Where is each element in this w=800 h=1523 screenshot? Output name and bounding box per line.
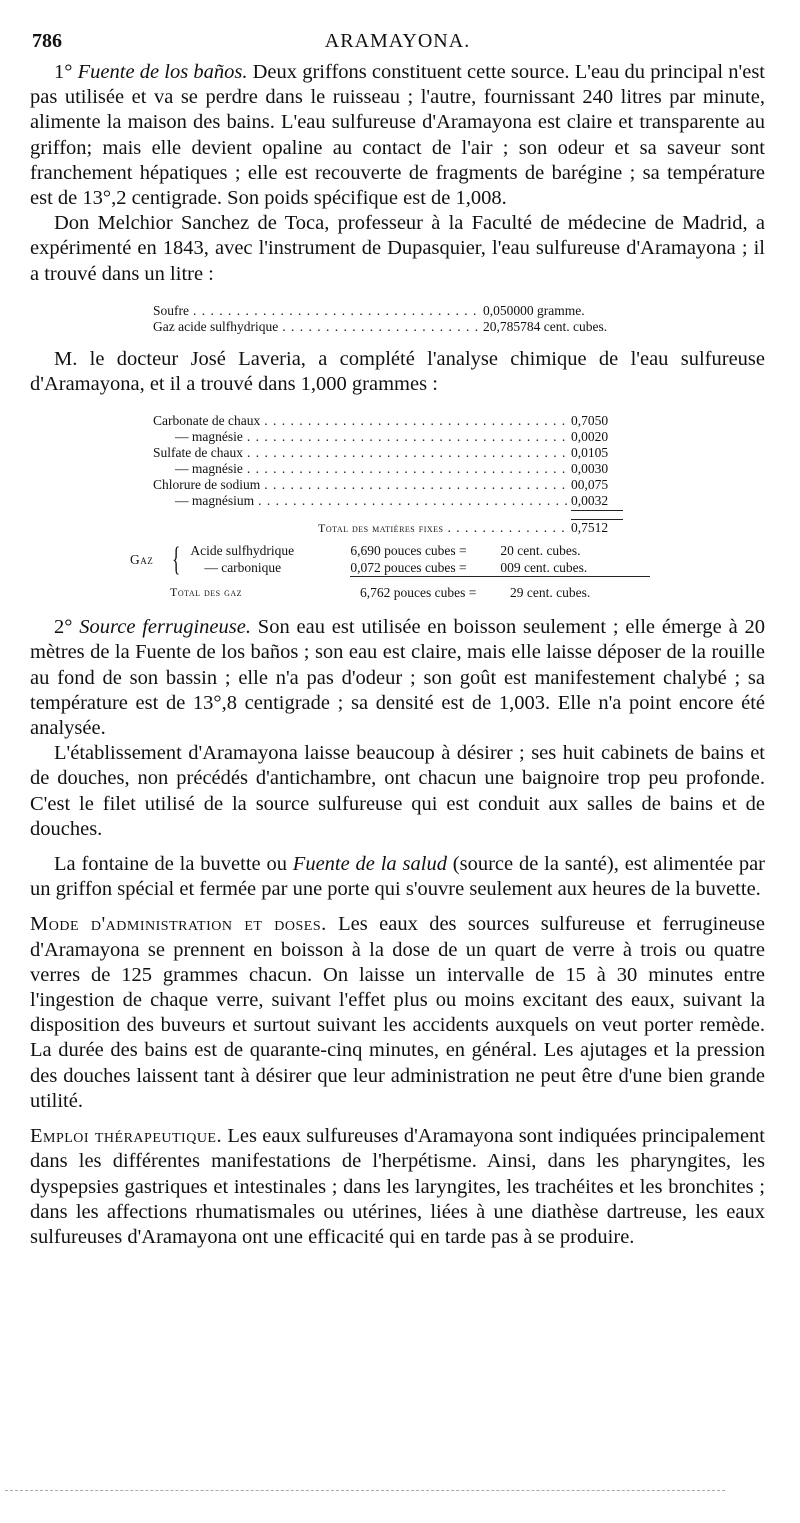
paragraph-sanchez: Don Melchior Sanchez de Toca, professeur à la Faculté de médecine de Madrid, a expérimenté en 1843, avec l'instrument de Dupasquier, l'eau sulfureuse d'Aramayona ; il a trouvé dans un litre :: [30, 212, 765, 285]
row-label: Soufre: [153, 302, 189, 318]
analysis-table-sanchez: [153, 303, 623, 335]
paragraph-text: Les eaux des sources sulfureuse et ferrugineuse d'Aramayona se prennent en boisson à la dose de un quart de verre à trois ou quatre verres de 125 grammes chacun. On laisse un intervalle de 15 à 30 minutes entre l'ingestion de chaque verre, suivant l'effet plus ou moins excitant des eaux, suivant la disposition des buveurs et surtout suivant les accidents auxquels on veut porter remède. La durée des bains est de quarante-cinq minutes, en général. Les ajutages et la pression des douches laissent tant à désirer que leur administration ne peut être d'une bien grande utilité.: [30, 913, 765, 1112]
paragraph-mode-administration: [30, 912, 765, 1114]
leader-dots: [264, 477, 567, 493]
table-row: [190, 559, 650, 577]
gas-table: [130, 542, 765, 577]
paragraph-buvette: [30, 852, 765, 902]
gas-name: Acide sulfhydrique: [190, 543, 295, 559]
paragraph-etablissement: L'établissement d'Aramayona laisse beaucoup à désirer ; ses huit cabinets de bains et de douches, non précédés d'antichambre, ont chacun une baignoire trop peu profonde. C'est le filet utilisé de la source sulfureuse qui est conduit aux salles de bains et de douches.: [30, 742, 765, 840]
paragraph-laveria: M. le docteur José Laveria, a complété l'analyse chimique de l'eau sulfureuse d'Aramayona, et il a trouvé dans 1,000 grammes :: [30, 347, 765, 396]
italic-term: Fuente de la salud: [292, 853, 447, 876]
leader-dots: [247, 445, 567, 461]
paragraph-text: La fontaine de la buvette ou: [54, 853, 293, 876]
page: [30, 30, 765, 1250]
gas-name: — carbonique: [204, 560, 282, 576]
leader-dots: [264, 413, 567, 429]
gas-cent: 20 cent. cubes.: [500, 543, 581, 559]
row-label: Sulfate de chaux: [153, 445, 243, 461]
gas-label: Gaz: [130, 552, 154, 568]
paragraph-fuente-banos: [30, 60, 765, 211]
table-row: [153, 303, 623, 319]
leader-dots: [247, 461, 567, 477]
section-title: Source ferrugineuse.: [79, 616, 251, 639]
row-label: — magnésie: [175, 429, 243, 445]
footer-rule: [5, 1490, 725, 1491]
leader-dots: [282, 319, 479, 335]
section-title: Fuente de los baños.: [77, 61, 248, 83]
gas-total-pouces: 6,762 pouces cubes =: [360, 585, 477, 601]
row-value: 00,075: [571, 477, 609, 493]
gas-total-label: Total des gaz: [170, 585, 243, 600]
table-row: [153, 493, 623, 511]
table-row: [153, 477, 623, 493]
table-row: [153, 319, 623, 335]
page-number: 786: [32, 30, 62, 52]
table-row: [153, 413, 623, 429]
paragraph-emploi-therapeutique: [30, 1124, 765, 1250]
total-value: 0,7512: [571, 519, 623, 536]
brace-glyph: {: [172, 540, 181, 578]
table-row: [153, 461, 623, 477]
gas-cent: 009 cent. cubes.: [500, 559, 650, 577]
table-row: [153, 429, 623, 445]
leader-dots: [193, 303, 479, 319]
row-label: Carbonate de chaux: [153, 413, 261, 429]
running-title: ARAMAYONA.: [324, 30, 471, 52]
row-label: Chlorure de sodium: [153, 477, 261, 493]
leader-dots: [258, 493, 567, 509]
gas-pouces: 6,690 pouces cubes =: [350, 543, 467, 559]
row-value: 0,0030: [571, 461, 609, 477]
gas-rows: [190, 542, 650, 577]
section-number: 1°: [54, 61, 78, 83]
analysis-table-laveria: [153, 413, 623, 536]
table-row: [153, 445, 623, 461]
row-value: 0,7050: [571, 413, 609, 429]
leader-dots: [447, 520, 567, 536]
table-row: [190, 542, 650, 559]
row-label: — magnésium: [175, 493, 255, 509]
page-header: [30, 30, 765, 60]
row-value: 0,0020: [571, 429, 609, 445]
section-heading: Mode d'administration et doses.: [30, 913, 327, 936]
paragraph-text: Les eaux sulfureuses d'Aramayona sont indiquées principalement dans les différentes manifestations de l'herpétisme. Ainsi, dans les pharyngites, les dyspepsies gastriques et intestinales ; dans les laryngites, les trachéites et les bronchites ; dans les affections rhumatismales ou utérines, liées à une diathèse dartreuse, les eaux sulfureuses d'Aramayona ont une efficacité qui en tarde pas à se produire.: [30, 1125, 765, 1248]
paragraph-text: (source de la santé), est alimentée par un griffon spécial et fermée par une porte qui s'ouvre seulement aux heures de la buvette.: [30, 853, 765, 901]
row-label: Gaz acide sulfhydrique: [153, 318, 279, 334]
paragraph-text: Son eau est utilisée en boisson seulement ; elle émerge à 20 mètres de la Fuente de los baños ; son eau est claire, mais elle laisse déposer de la rouille au fond de son bassin ; elle n'a pas d'odeur ; son goût est manifestement chalybé ; sa température est de 13°,8 centigrade ; sa densité est de 1,003. Elle n'a point encore été analysée.: [30, 616, 765, 740]
row-label: — magnésie: [175, 461, 243, 477]
row-value: 0,0105: [571, 445, 609, 461]
table-total-row: [318, 519, 623, 536]
row-value: 20,785784 cent. cubes.: [483, 318, 608, 334]
section-heading: Emploi thérapeutique.: [30, 1125, 223, 1148]
gas-total-row: [170, 585, 765, 601]
paragraph-text: Deux griffons constituent cette source. L'eau du principal n'est pas utilisée et va se perdre dans le ruisseau ; l'autre, fournissant 240 litres par minute, alimente la maison des bains. L'eau sulfureuse d'Aramayona est claire et transparente au griffon; mais elle devient opaline au contact de l'air ; son odeur et sa saveur sont franchement hépatiques ; elle est recouverte de fragments de barégine ; sa température est de 13°,2 centigrade. Son poids spécifique est de 1,008.: [30, 61, 765, 210]
row-value: 0,050000 gramme.: [483, 302, 585, 318]
row-value: 0,0032: [571, 493, 623, 511]
section-number: 2°: [54, 616, 80, 639]
gas-pouces: 0,072 pouces cubes =: [350, 559, 500, 577]
paragraph-source-ferrugineuse: [30, 615, 765, 741]
total-label: Total des matières fixes: [318, 521, 444, 536]
leader-dots: [247, 429, 567, 445]
gas-total-cent: 29 cent. cubes.: [510, 585, 591, 601]
